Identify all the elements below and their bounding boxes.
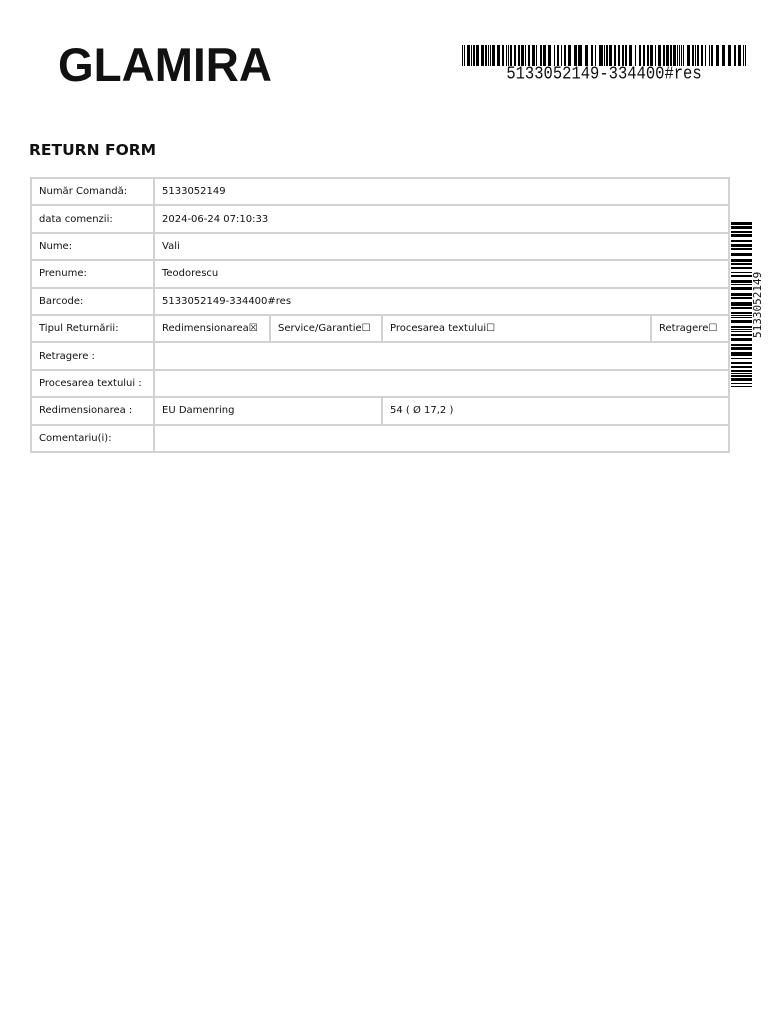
ring-size-value: 54 ( Ø 17,2 ) xyxy=(382,397,729,424)
logo-text: GLAMIRA xyxy=(58,40,272,86)
prenume-value: Teodorescu xyxy=(154,260,729,287)
row-nume xyxy=(31,233,729,260)
order-number-value: 5133052149 xyxy=(154,178,729,205)
nume-label: Nume: xyxy=(31,233,154,260)
side-barcode-image xyxy=(731,222,752,388)
option-label: Service/Garantie xyxy=(278,323,362,335)
row-order-date xyxy=(31,205,729,232)
return-option-text-processing xyxy=(382,315,651,342)
row-withdrawal xyxy=(31,342,729,369)
nume-value: Vali xyxy=(154,233,729,260)
option-label: Procesarea textului xyxy=(390,323,487,335)
option-label: Redimensionarea xyxy=(162,323,249,335)
header-barcode-text: 5133052149-334400#res xyxy=(506,63,702,85)
row-resizing xyxy=(31,397,729,424)
row-return-type xyxy=(31,315,729,342)
page-title: RETURN FORM xyxy=(29,141,157,159)
glamira-logo xyxy=(56,40,276,86)
text-processing-value xyxy=(154,370,729,397)
order-number-label: Număr Comandă: xyxy=(31,178,154,205)
text-processing-label: Procesarea textului : xyxy=(31,370,154,397)
ring-type-value: EU Damenring xyxy=(154,397,382,424)
checkbox-unchecked: ☐ xyxy=(708,323,718,335)
return-option-service xyxy=(270,315,382,342)
return-type-label: Tipul Returnării: xyxy=(31,315,154,342)
row-prenume xyxy=(31,260,729,287)
prenume-label: Prenume: xyxy=(31,260,154,287)
return-form-table xyxy=(30,177,730,453)
return-option-withdrawal xyxy=(651,315,729,342)
return-option-resizing xyxy=(154,315,270,342)
barcode-label: Barcode: xyxy=(31,288,154,315)
barcode-bars xyxy=(731,222,752,387)
row-comments xyxy=(31,425,729,452)
row-text-processing xyxy=(31,370,729,397)
order-date-value: 2024-06-24 07:10:33 xyxy=(154,205,729,232)
side-barcode-text: 5133052149 xyxy=(751,271,764,339)
comments-label: Comentariu(i): xyxy=(31,425,154,452)
resizing-label: Redimensionarea : xyxy=(31,397,154,424)
row-order-number xyxy=(31,178,729,205)
barcode-value: 5133052149-334400#res xyxy=(154,288,729,315)
comments-value xyxy=(154,425,729,452)
withdrawal-label: Retragere : xyxy=(31,342,154,369)
checkbox-unchecked: ☐ xyxy=(486,323,496,335)
order-date-label: data comenzii: xyxy=(31,205,154,232)
checkbox-unchecked: ☐ xyxy=(361,323,371,335)
checkbox-checked: ☒ xyxy=(248,323,258,335)
option-label: Retragere xyxy=(659,323,709,335)
row-barcode xyxy=(31,288,729,315)
withdrawal-value xyxy=(154,342,729,369)
